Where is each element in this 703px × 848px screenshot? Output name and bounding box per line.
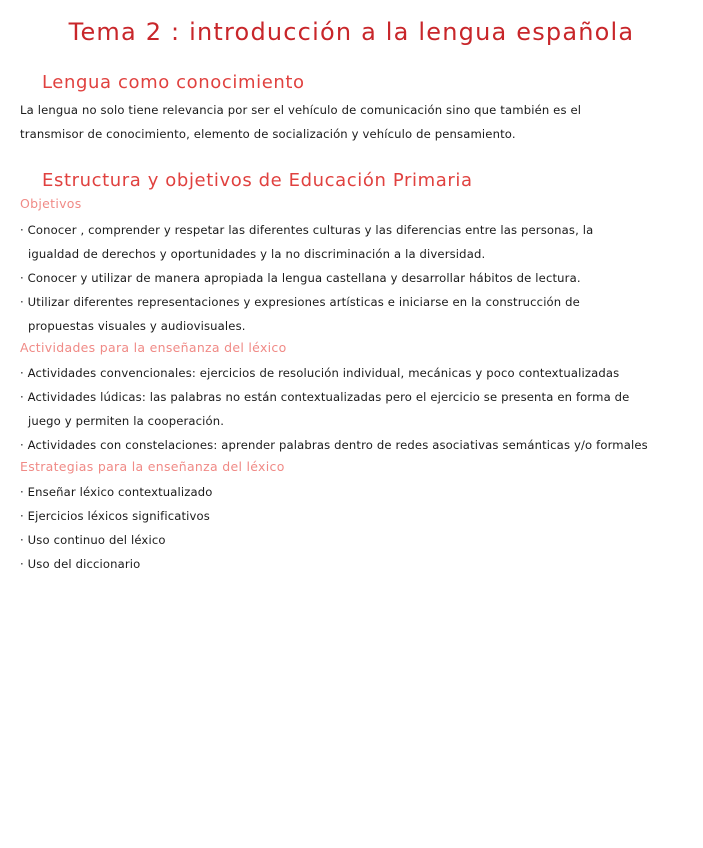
- section-heading-estructura: Estructura y objetivos de Educación Primaria: [42, 170, 473, 191]
- list-item: · Uso continuo del léxico: [20, 533, 166, 547]
- list-item-continuation: igualdad de derechos y oportunidades y la no discriminación a la diversidad.: [28, 247, 486, 261]
- paragraph-line: transmisor de conocimiento, elemento de socialización y vehículo de pensamiento.: [20, 127, 516, 141]
- list-item-continuation: propuestas visuales y audiovisuales.: [28, 319, 246, 333]
- list-item: · Actividades convencionales: ejercicios de resolución individual, mecánicas y poco contextualizadas: [20, 366, 620, 380]
- list-item: · Actividades lúdicas: las palabras no están contextualizadas pero el ejercicio se presenta en forma de: [20, 390, 630, 404]
- list-item: · Ejercicios léxicos significativos: [20, 509, 210, 523]
- list-item-continuation: juego y permiten la cooperación.: [28, 414, 225, 428]
- list-item: · Utilizar diferentes representaciones y expresiones artísticas e iniciarse en la construcción de: [20, 295, 580, 309]
- subheading-objetivos: Objetivos: [20, 196, 82, 211]
- paragraph-line: La lengua no solo tiene relevancia por ser el vehículo de comunicación sino que también es el: [20, 103, 582, 117]
- subheading-estrategias: Estrategias para la enseñanza del léxico: [20, 459, 285, 474]
- page-title: Tema 2 : introducción a la lengua española: [68, 18, 635, 46]
- list-item: · Uso del diccionario: [20, 557, 141, 571]
- list-item: · Conocer y utilizar de manera apropiada la lengua castellana y desarrollar hábitos de lectura.: [20, 271, 581, 285]
- list-item: · Enseñar léxico contextualizado: [20, 485, 213, 499]
- list-item: · Conocer , comprender y respetar las diferentes culturas y las diferencias entre las personas, la: [20, 223, 594, 237]
- subheading-actividades: Actividades para la enseñanza del léxico: [20, 340, 287, 355]
- list-item: · Actividades con constelaciones: aprender palabras dentro de redes asociativas semánticas y/o formales: [20, 438, 648, 452]
- section-heading-lengua: Lengua como conocimiento: [42, 72, 305, 93]
